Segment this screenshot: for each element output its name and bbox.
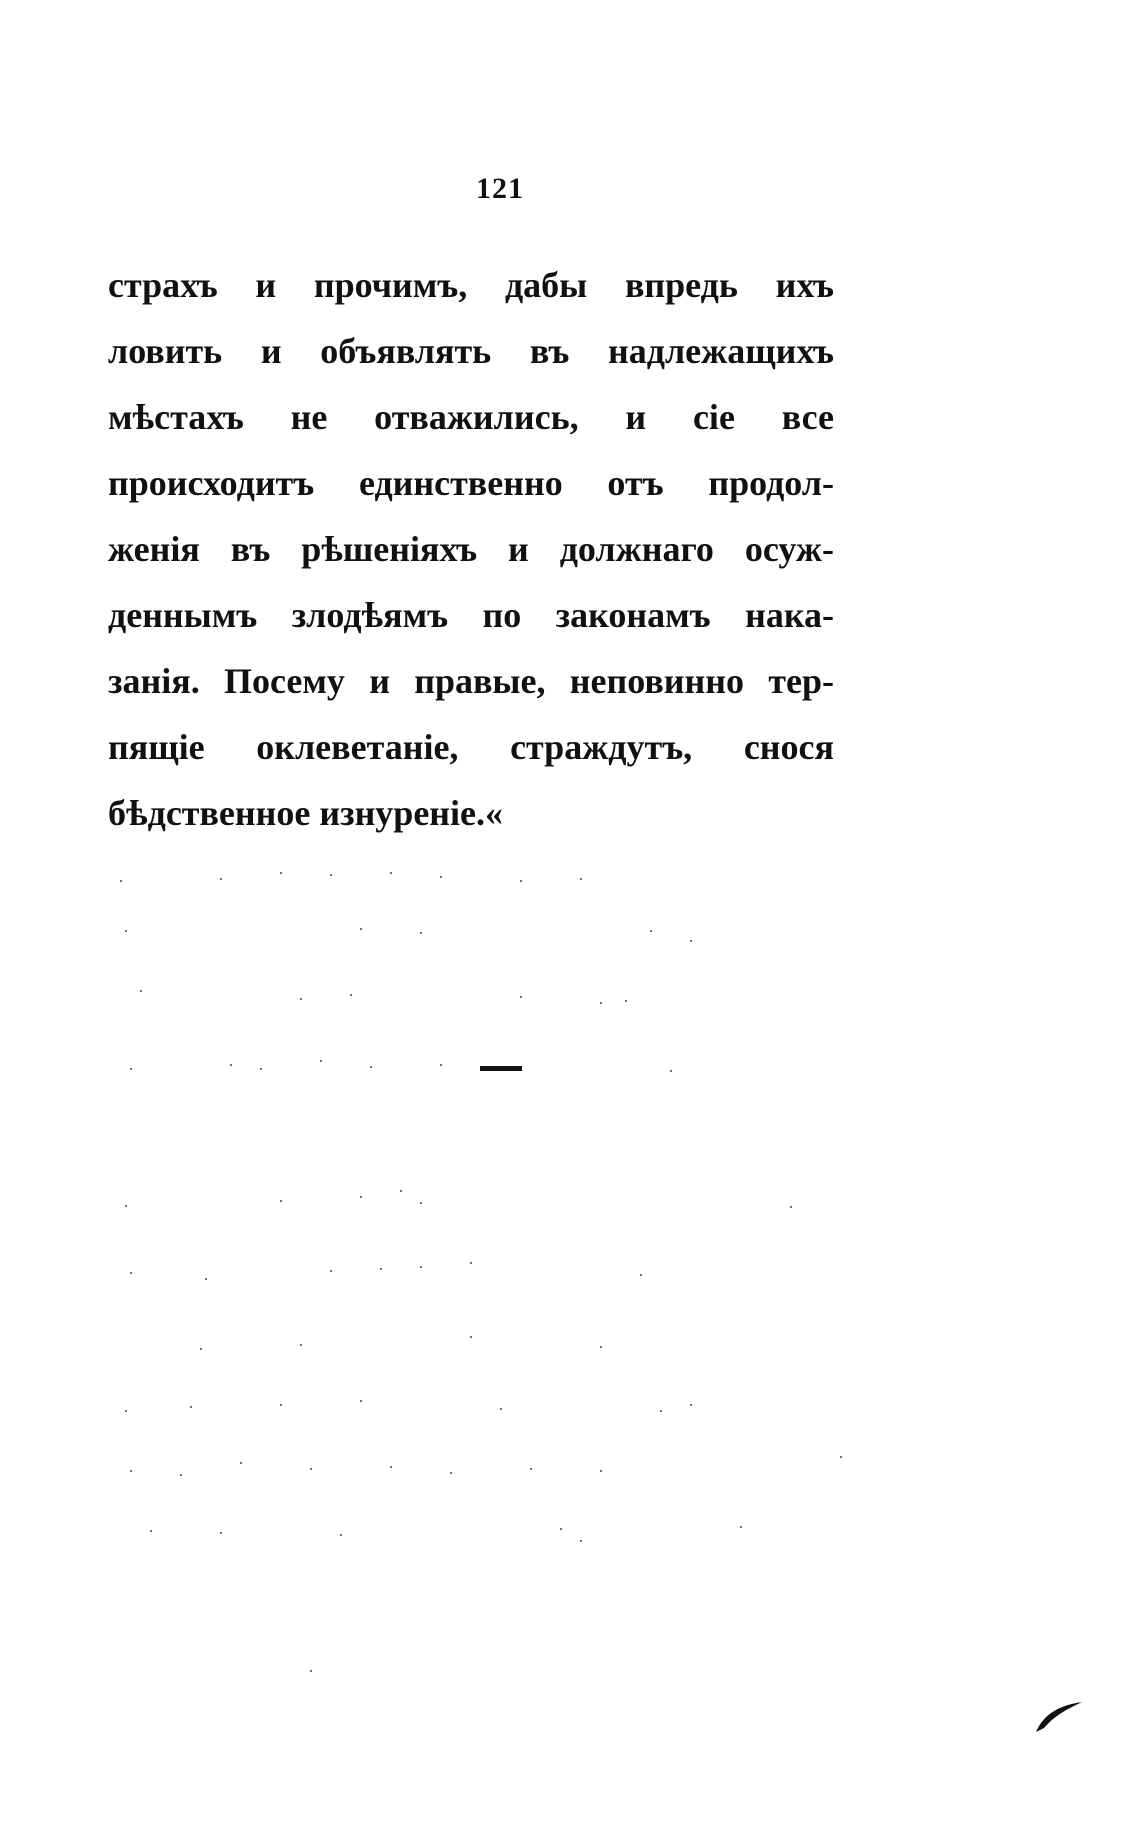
speck (340, 1534, 342, 1536)
speck (580, 878, 582, 880)
speck (840, 1456, 842, 1458)
text-line: пящіе оклеветаніе, страждутъ, снося (108, 727, 834, 767)
speck (280, 872, 282, 874)
text-line: женія въ рѣшеніяхъ и должнаго осуж- (108, 529, 834, 569)
speck (740, 1526, 742, 1528)
speck (560, 1528, 562, 1530)
text-line: происходитъ единственно отъ продол- (108, 463, 834, 503)
ink-smudge (1034, 1698, 1084, 1734)
speck (520, 880, 522, 882)
speck (125, 1410, 127, 1412)
speck (670, 1070, 672, 1072)
speck (280, 1404, 282, 1406)
speck (200, 1348, 202, 1350)
speck (390, 872, 392, 874)
speck (130, 1272, 132, 1274)
text-line: занія. Посему и правые, неповинно тер- (108, 661, 834, 701)
speck (420, 932, 422, 934)
speck (220, 1532, 222, 1534)
speck (400, 1190, 402, 1192)
speck (470, 1336, 472, 1338)
speck (450, 1472, 452, 1474)
speck (790, 1206, 792, 1208)
speck (440, 876, 442, 878)
speck (330, 1270, 332, 1272)
speck (190, 1406, 192, 1408)
speck (125, 930, 127, 932)
speck (310, 1468, 312, 1470)
speck (600, 1002, 602, 1004)
text-line: деннымъ злодѣямъ по законамъ нака- (108, 595, 834, 635)
speck (140, 990, 142, 992)
text-line: ловить и объявлять въ надлежащихъ (108, 331, 834, 371)
speck (230, 1064, 232, 1066)
speck (150, 1530, 152, 1532)
speck (360, 1400, 362, 1402)
section-rule (480, 1066, 522, 1071)
speck (370, 1066, 372, 1068)
speck (125, 1205, 127, 1207)
speck (310, 1670, 312, 1672)
page-number: 121 (476, 172, 524, 205)
speck (260, 1068, 262, 1070)
speck (470, 1262, 472, 1264)
speck (420, 1266, 422, 1268)
speck (320, 1060, 322, 1062)
speck (660, 1410, 662, 1412)
speck (690, 940, 692, 942)
speck (300, 998, 302, 1000)
speck (500, 1408, 502, 1410)
speck (390, 1466, 392, 1468)
speck (220, 878, 222, 880)
speck (350, 994, 352, 996)
speck (300, 1344, 302, 1346)
speck (580, 1540, 582, 1542)
speck (530, 1468, 532, 1470)
speck (520, 996, 522, 998)
speck (205, 1278, 207, 1280)
speck (360, 928, 362, 930)
speck (640, 1274, 642, 1276)
speck (240, 1462, 242, 1464)
speck (650, 930, 652, 932)
speck (180, 1474, 182, 1476)
speck (380, 1268, 382, 1270)
speck (130, 1068, 132, 1070)
speck (120, 880, 122, 882)
speck (280, 1200, 282, 1202)
text-line: бѣдственное изнуреніе.« (108, 793, 504, 833)
speck (690, 1404, 692, 1406)
speck (625, 1000, 627, 1002)
speck (600, 1470, 602, 1472)
speck (440, 1064, 442, 1066)
speck (420, 1202, 422, 1204)
body-text (108, 252, 834, 846)
speck (130, 1470, 132, 1472)
speck (360, 1196, 362, 1198)
text-line: страхъ и прочимъ, дабы впредь ихъ (108, 265, 834, 305)
speck (330, 874, 332, 876)
speck (600, 1346, 602, 1348)
text-line: мѣстахъ не отважились, и сіе все (108, 397, 834, 437)
